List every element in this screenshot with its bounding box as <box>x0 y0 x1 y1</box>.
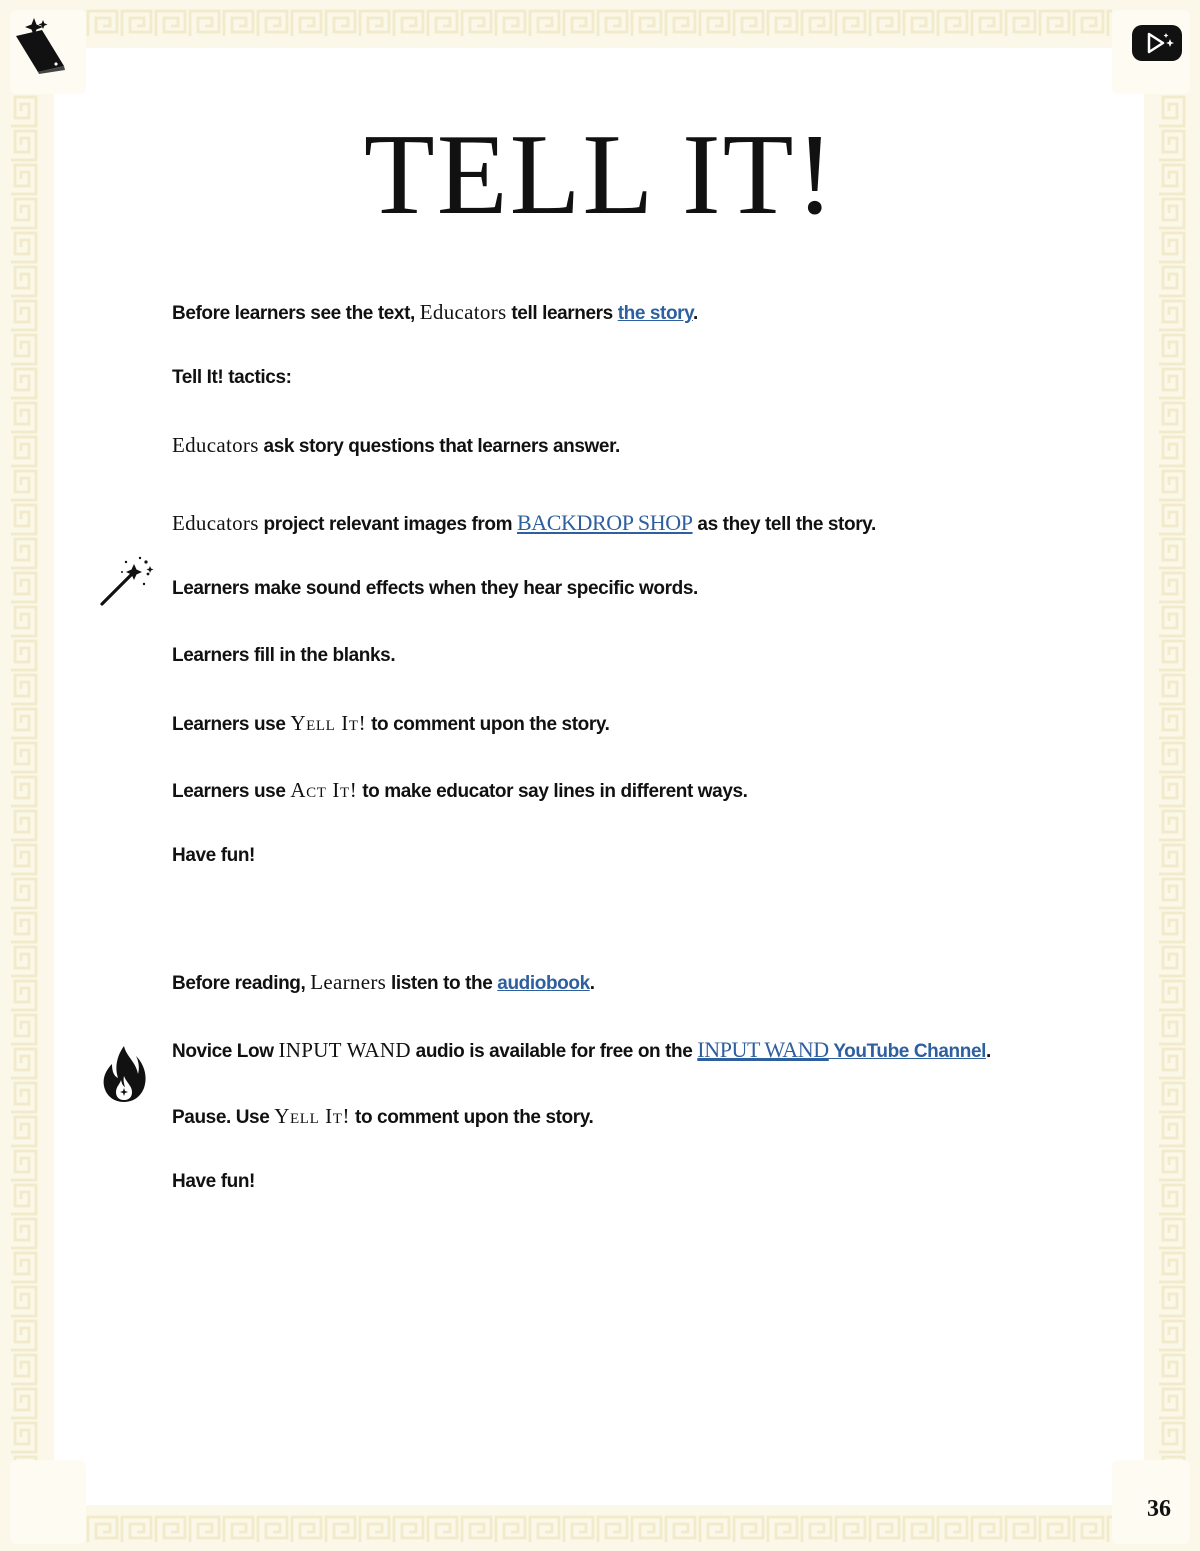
educators-word: Educators <box>172 433 259 457</box>
tactic-text: project relevant images from <box>258 514 517 535</box>
audiobook-line <box>172 970 595 995</box>
pause-text-2: to comment upon the story. <box>350 1107 594 1128</box>
tactic-questions <box>172 433 620 458</box>
input-wand-period: . <box>986 1041 991 1062</box>
magic-wand-icon <box>98 552 154 608</box>
page-title: TELL IT! <box>363 111 837 239</box>
border-bottom <box>86 1514 1112 1544</box>
tactic-text: ask story questions that learners answer. <box>258 436 620 457</box>
border-left <box>8 94 42 1460</box>
book-sparkle-icon[interactable] <box>12 16 68 74</box>
corner-bottom-left <box>10 1460 86 1544</box>
tactic-text-2: to make educator say lines in different ways. <box>357 781 748 802</box>
youtube-channel-link-text[interactable]: YouTube Channel <box>828 1041 986 1062</box>
input-wand-text-2: audio is available for free on the <box>410 1041 698 1062</box>
educators-word: Educators <box>419 300 507 324</box>
tactic-act-it <box>172 778 748 803</box>
tactic-fill-blanks: Learners fill in the blanks. <box>172 645 396 666</box>
intro-line <box>172 300 698 325</box>
yell-it-word: Yell It! <box>274 1104 351 1128</box>
tactic-text-2: to comment upon the story. <box>366 714 610 735</box>
audiobook-period: . <box>589 973 595 994</box>
audiobook-text-2: listen to the <box>386 973 498 994</box>
tactic-sound-effects: Learners make sound effects when they hear specific words. <box>172 578 698 599</box>
tactics-heading: Tell It! tactics: <box>172 367 292 388</box>
intro-text-2: tell learners <box>506 303 618 324</box>
pause-text: Pause. Use <box>172 1107 275 1128</box>
page-number: 36 <box>1147 1496 1171 1522</box>
border-top <box>86 8 1112 38</box>
backdrop-shop-link[interactable]: BACKDROP SHOP <box>517 510 693 535</box>
the-story-link[interactable]: the story <box>617 303 693 324</box>
youtube-channel-link[interactable] <box>697 1037 986 1062</box>
section1-closing: Have fun! <box>172 845 255 866</box>
tactic-images <box>172 510 876 536</box>
input-wand-word: INPUT WAND <box>278 1038 411 1062</box>
tactic-yell-it <box>172 711 609 736</box>
page-panel <box>54 48 1144 1505</box>
tactic-text: Learners use <box>172 714 291 735</box>
educators-word: Educators <box>172 511 259 535</box>
youtube-sparkle-icon[interactable] <box>1130 22 1184 64</box>
tactic-text-2: as they tell the story. <box>692 514 876 535</box>
audiobook-text: Before reading, <box>172 973 311 994</box>
intro-text: Before learners see the text, <box>172 303 420 324</box>
section2-closing: Have fun! <box>172 1171 255 1192</box>
input-wand-line <box>172 1037 991 1063</box>
intro-period: . <box>692 303 698 324</box>
flame-icon <box>102 1044 148 1102</box>
yell-it-word: Yell It! <box>290 711 367 735</box>
youtube-channel-link-brand[interactable]: INPUT WAND <box>697 1037 829 1062</box>
audiobook-link[interactable]: audiobook <box>497 973 590 994</box>
pause-line <box>172 1104 593 1129</box>
act-it-word: Act It! <box>290 778 358 802</box>
tactic-text: Learners use <box>172 781 291 802</box>
input-wand-text: Novice Low <box>172 1041 279 1062</box>
border-right <box>1156 94 1190 1460</box>
learners-word: Learners <box>310 970 387 994</box>
